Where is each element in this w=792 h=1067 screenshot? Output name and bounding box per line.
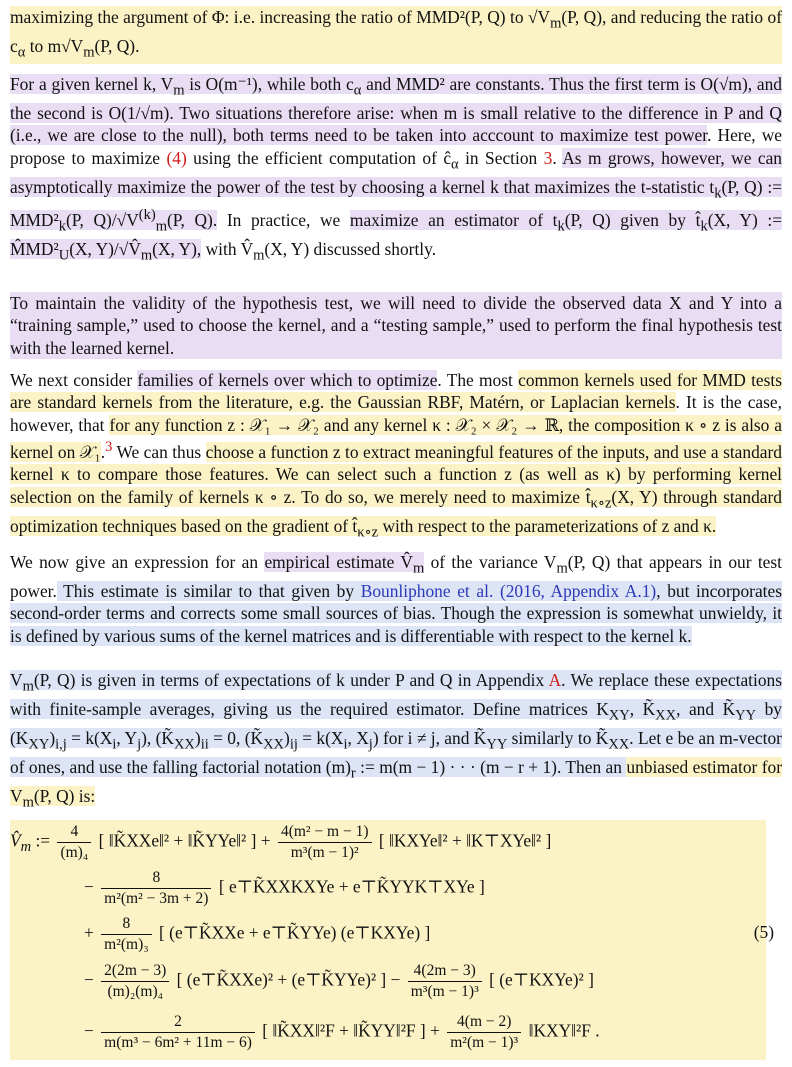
text-span: In practice, we	[217, 210, 350, 231]
equation-row-1	[10, 822, 551, 863]
equation-sign: −	[84, 876, 94, 897]
equation-term: [ ‖KXYe‖² + ‖K⊤XYe‖² ]	[378, 830, 552, 851]
text-span: maximizing the argument of Φ: i.e. increasing the ratio of MMD²(P, Q) to √V	[10, 7, 551, 27]
equation-sign: −	[84, 969, 94, 990]
fraction: $\frac{4(m - 2)}{\text{m²(m − 1)³}}$	[447, 1012, 521, 1053]
subscript: m	[550, 15, 562, 32]
text-span: . The most	[437, 370, 519, 390]
text-span: to m√V	[25, 35, 84, 56]
fraction: $\frac{\text{4(m² − m − 1)}}{\text{m³(m − 1)²}}$	[278, 822, 372, 863]
paragraph-matrix-definitions	[10, 669, 782, 813]
paragraph-kernel-families	[10, 369, 782, 544]
text-span: To maintain the validity of the hypothesis test, we will need to divide the observed data X and Y into a “training sample,” used to choose the kernel, and a “testing sample,” used to perform the final hypothesis test with the learned kernel.	[10, 293, 782, 358]
text-span: . Here, we propose to maximize	[10, 125, 782, 168]
subscript: m	[20, 838, 32, 855]
subscript: m	[556, 560, 568, 577]
text-span: We next consider	[10, 370, 138, 390]
paragraph-intro-continuation	[10, 6, 782, 64]
equation-term: [ (e⊤K̃XXe + e⊤K̃YYe) (e⊤KXYe) ]	[159, 922, 431, 943]
highlight-families: families of kernels over which to optimize	[137, 370, 438, 390]
equation-lhs: V̂	[10, 830, 21, 851]
subscript: m	[253, 247, 265, 264]
fraction: $\frac{4}{\text{(m)₄}}$	[57, 822, 91, 863]
text-span: .	[552, 147, 563, 168]
highlight-estimator: maximize an estimator of $t_k(P$, Q) given by $t̂_k(X$, Y) := $M̂MD^2_U(X$, $Y)/√V̂_m(X$, Y),	[10, 210, 783, 264]
equation-number: (5)	[753, 922, 774, 942]
highlight-composition: for any function z : 𝒳₁ → 𝒳₂ and any kernel κ : 𝒳₂ × 𝒳₂ → ℝ, the composition κ ∘ z is also a kernel on 𝒳₁	[10, 414, 782, 463]
text-span: We can thus	[112, 442, 206, 463]
highlight-empirical-estimate: empirical estimate $V̂_m$	[264, 552, 425, 577]
text-span: using the efficient computation of ĉ	[186, 147, 452, 168]
fraction: $\frac{8}{\text{m²(m² − 3m + 2)}}$	[101, 868, 211, 909]
equation-term: [ ‖K̃XX‖²F + ‖K̃YY‖²F ] +	[262, 1020, 440, 1041]
highlight-feature-extractor: choose a function z to extract meaningful features of the inputs, and use a standard kernel κ to compare those features. We can select such a function z (as well as κ) by performing kernel selection on the family of kernels κ ∘ z. To do so, we merely need to maximize $t̂_{\kappa\circ z}(X$, Y) through standard optimization techniques based on the gradient of $t̂_{\kappa\circ z}$ with respect to the parameterizations of z and κ.	[10, 442, 782, 541]
equation-term: [ (e⊤KXYe)² ]	[489, 969, 594, 990]
subscript: m	[83, 44, 95, 61]
text-span: For a given kernel k, $V_m$ is O(m⁻¹), while both $c_\alpha$ and MMD² are constants. Thus the first term is O(√m), and the second is O(1/√m). Two situations therefore arise:	[10, 74, 782, 123]
text-span: (P, Q), and reducing the ratio of c	[10, 7, 783, 56]
text-span: .	[100, 442, 106, 463]
text-span: with V̂	[201, 239, 254, 260]
fraction: $\frac{4(2m - 3)}{\text{m³(m − 1)³}}$	[408, 961, 482, 1002]
highlight-small-m: when m is small relative to the difference in P and Q (i.e., we are close to the null), both terms need to be taken into acccount to maximize test power	[10, 102, 782, 146]
highlight-appendix: $V_m(P$, Q) is given in terms of expectations of k under P and Q in Appendix A. We replace these expectations with finite-sample averages, giving us the required estimator. Define matrices $K_{XY}$, $K̃_{XX}$, and $K̃_{YY}$ by $(K_{XY})_{i,j} = k(X_i$, $Y_j$), $(K̃_{XX})_{ii} = 0$, $(K̃_{XX})_{ij} = k(X_i$, $X_j$) for i ≠ j, and $K̃_{YY}$ similarly to $K̃_{XX}$. Let e be an m-vector of ones, and use the falling factorial notation $(m)_r$ := m(m − 1) · · · (m − r + 1). Then an	[10, 670, 782, 782]
subscript: α	[451, 156, 459, 173]
fraction: $\frac{2(2m - 3)}{\text{(m)₂(m)₄}}$	[101, 961, 169, 1002]
fraction: $\frac{2}{\text{m(m³ − 6m² + 11m − 6)}}$	[101, 1012, 255, 1053]
text-span: . It is the case, however, that	[10, 392, 782, 435]
equation-term: [ ‖K̃XXe‖² + ‖K̃YYe‖² ] +	[98, 830, 271, 851]
text-span: in Section	[458, 147, 544, 168]
highlight-unbiased-estimator: unbiased estimator for $V_m(P$, Q) is:	[10, 756, 782, 810]
paragraph-data-split	[10, 292, 782, 359]
fraction: $\frac{8}{\text{m²(m)₃}}$	[101, 914, 152, 955]
appendix-ref-link[interactable]: A	[548, 670, 562, 690]
equation-term: [ e⊤K̃XXKXYe + e⊤K̃YYK⊤XYe ]	[218, 876, 485, 897]
equation-row-2	[84, 868, 485, 909]
highlight-bounliphone: This estimate is similar to that given by Bounliphone et al. (2016, Appendix A.1), but incorporates second-order terms and corrects some small sources of bias. Though the expression is somewhat unwieldy, it is defined by various sums of the kernel matrices and is differentiable with respect to the kernel k.	[10, 580, 783, 646]
subscript: α	[17, 44, 26, 61]
equation-row-3	[84, 914, 430, 955]
equation-term: [ (e⊤K̃XXe)² + (e⊤K̃YYe)² ] −	[176, 969, 401, 990]
equation-sign: −	[84, 1020, 94, 1041]
text-span: (X, Y) discussed shortly.	[264, 239, 437, 260]
paragraph-variance-estimate	[10, 551, 782, 647]
highlight-t-statistic: As m grows, however, we can asymptotically maximize the power of the test by choosing a kernel k that maximizes the t-statistic $t_k(P$, Q) := $MMD^2_k(P$, $Q)/√V^{(k)}_m(P$, Q).	[10, 147, 783, 235]
equation-ref-link[interactable]: (4)	[166, 147, 187, 168]
equation-assign: :=	[31, 830, 51, 851]
equation-sign: +	[84, 922, 94, 943]
footnote-ref-link[interactable]: 3	[105, 439, 113, 456]
text-span: (P, Q) that appears in our test power.	[10, 552, 782, 601]
equation-term: ‖KXY‖²F .	[528, 1020, 600, 1041]
text-span: We now give an expression for an	[10, 552, 265, 572]
equation-row-5	[84, 1012, 600, 1053]
equation-5	[10, 818, 782, 1063]
section-ref-link[interactable]: 3	[543, 147, 553, 168]
paragraph-kernel-power	[10, 73, 782, 267]
text-span: of the variance V	[424, 552, 557, 572]
highlight-common-kernels: common kernels used for MMD tests are standard kernels from the literature, e.g. the Gaussian RBF, Matérn, or Laplacian kernels	[10, 370, 783, 413]
equation-row-4	[84, 961, 594, 1002]
citation-link[interactable]: Bounliphone et al. (2016, Appendix A.1)	[360, 580, 657, 601]
text-span: (P, Q).	[94, 35, 140, 56]
